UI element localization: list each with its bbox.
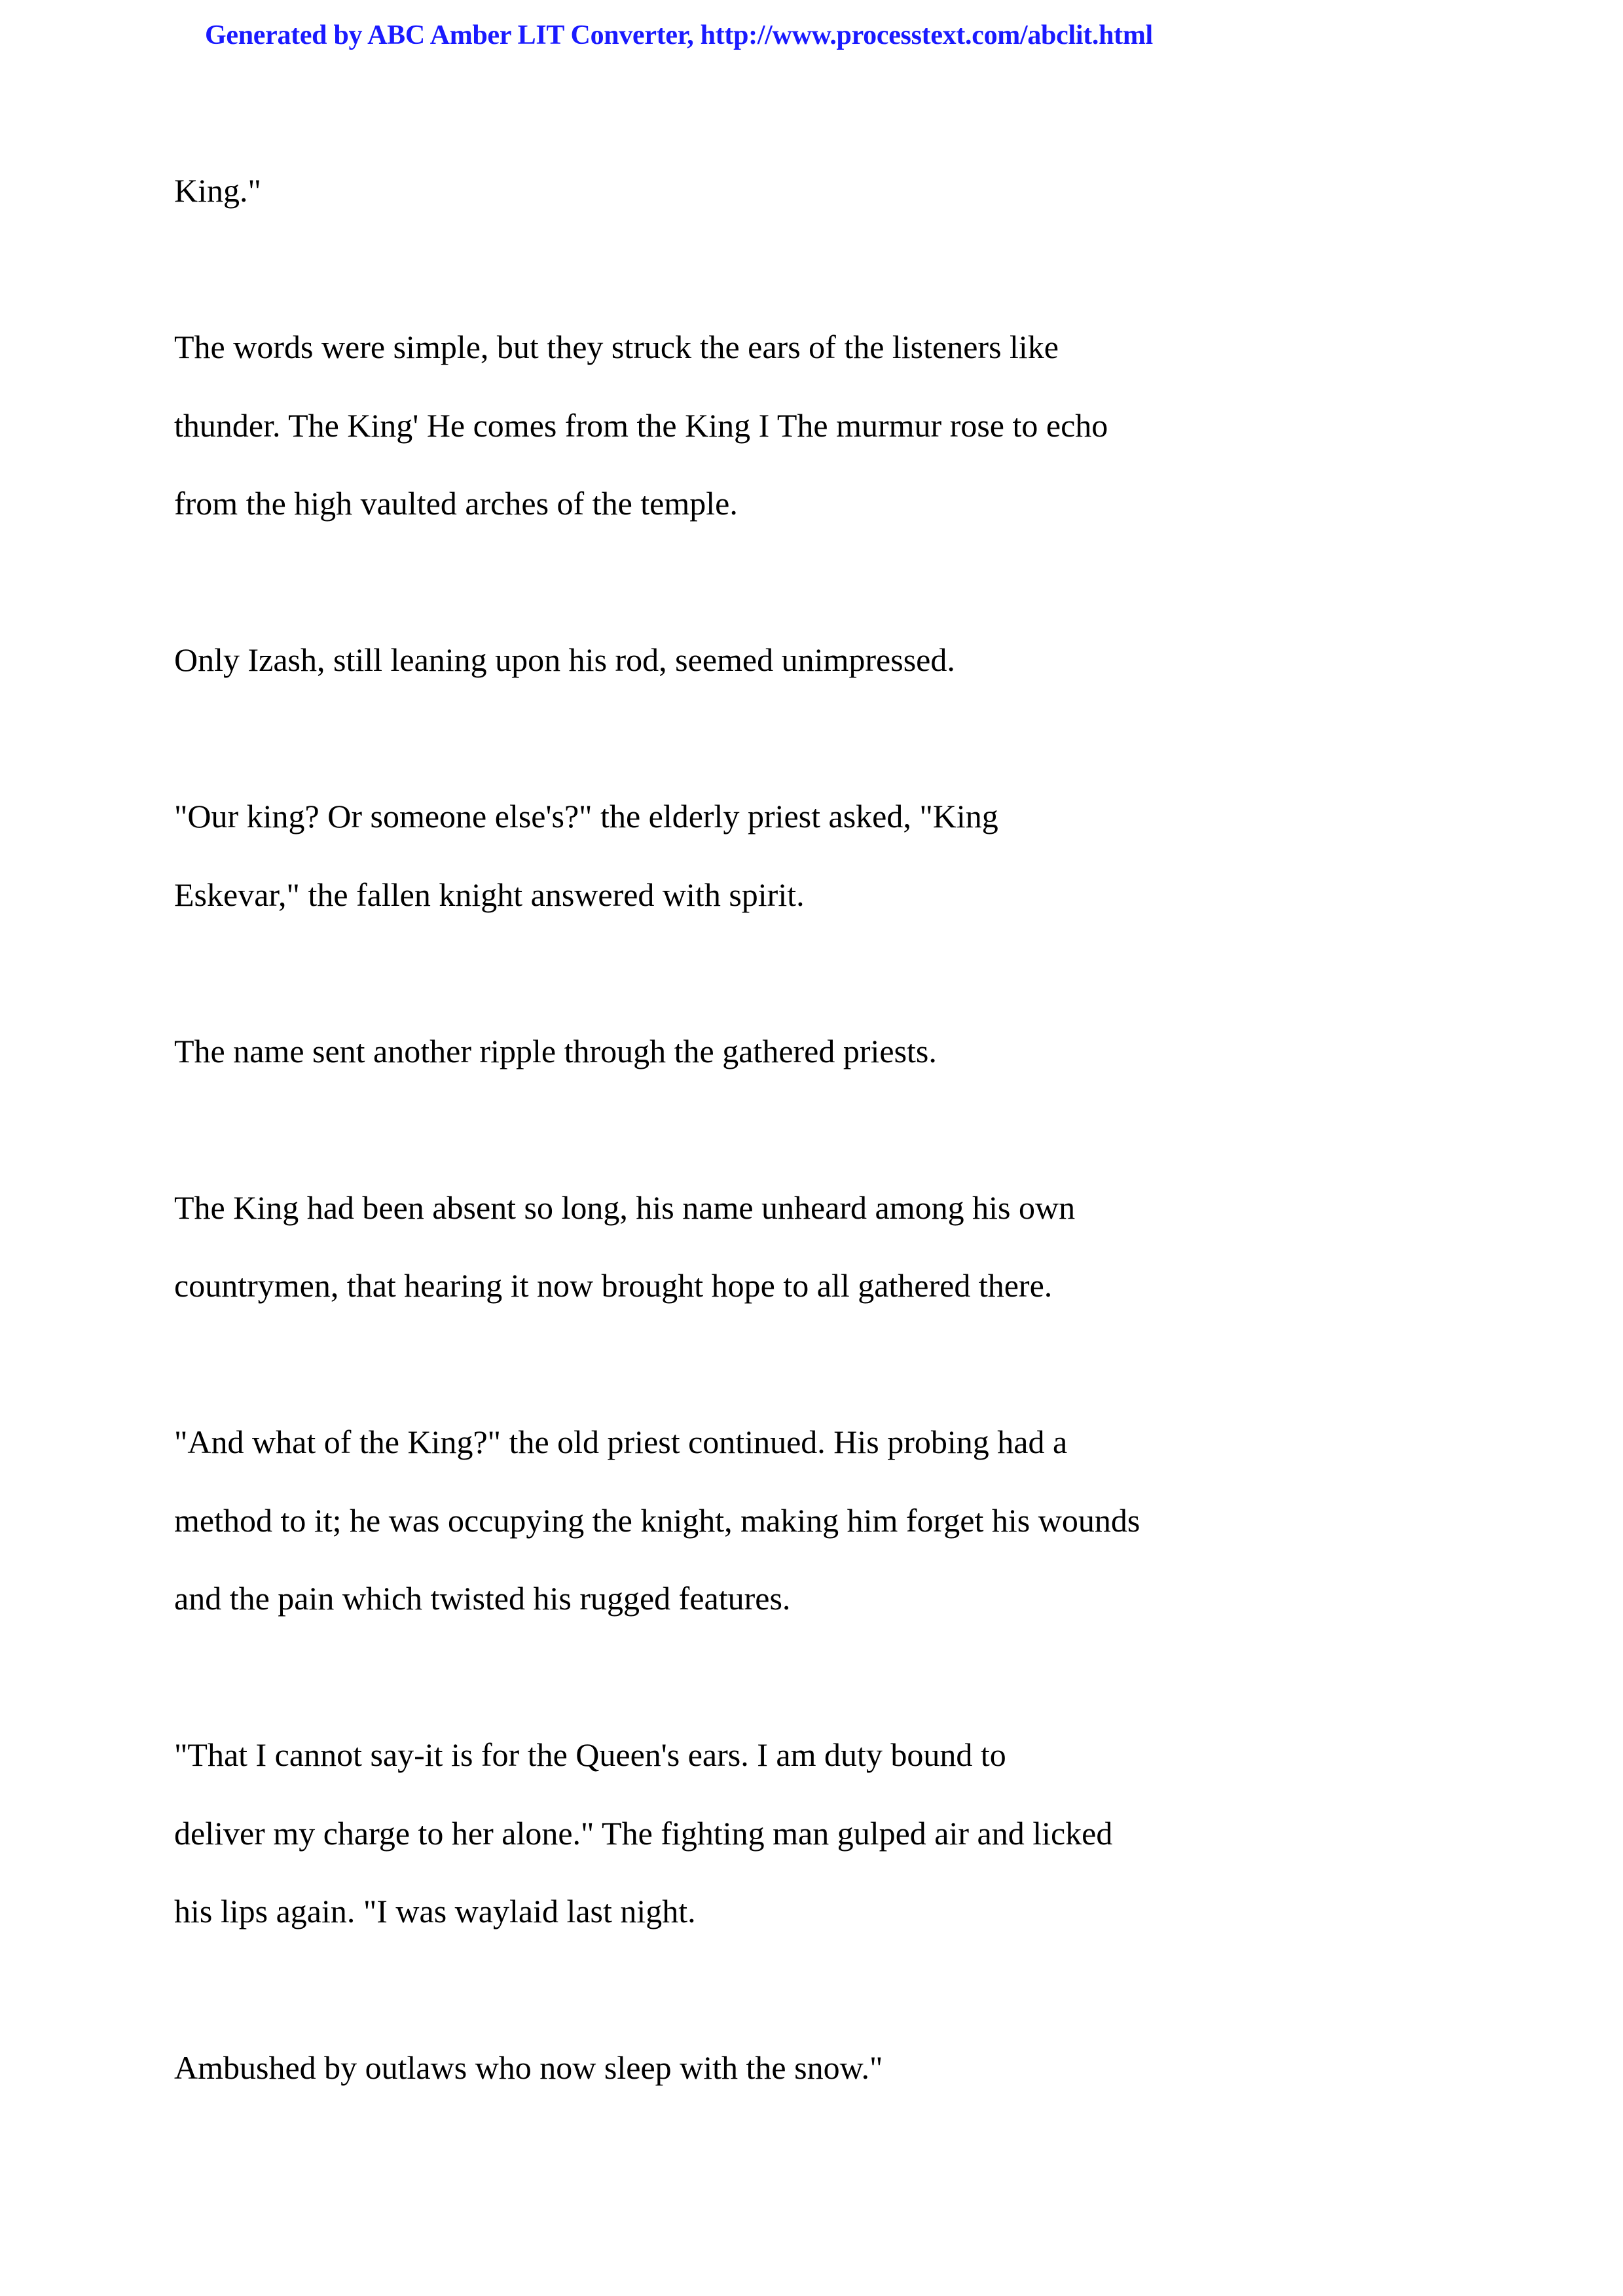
text-line: countrymen, that hearing it now brought hope to all gathered there. — [174, 1267, 1053, 1304]
paragraph — [174, 1169, 1418, 1325]
document-body — [174, 152, 1418, 2185]
text-line: and the pain which twisted his rugged features. — [174, 1580, 791, 1617]
text-line: Ambushed by outlaws who now sleep with the snow." — [174, 2049, 883, 2086]
text-line: "And what of the King?" the old priest continued. His probing had a — [174, 1424, 1068, 1460]
text-line: The words were simple, but they struck the ears of the listeners like — [174, 329, 1059, 365]
paragraph — [174, 1403, 1418, 1638]
text-line: deliver my charge to her alone." The fighting man gulped air and licked — [174, 1814, 1113, 1852]
text-line: Only Izash, still leaning upon his rod, seemed unimpressed. — [174, 641, 955, 678]
paragraph — [174, 778, 1418, 934]
paragraph — [174, 2029, 1418, 2108]
text-line: Eskevar," the fallen knight answered with spirit. — [174, 876, 805, 913]
text-line: from the high vaulted arches of the temple. — [174, 485, 738, 522]
paragraph — [174, 1716, 1418, 1951]
text-line: his lips again. "I was waylaid last night. — [174, 1893, 696, 1929]
converter-header: Generated by ABC Amber LIT Converter, http://www.processtext.com/abclit.html — [205, 20, 1153, 50]
paragraph — [174, 308, 1418, 543]
text-line: thunder. The King' He comes from the King I The murmur rose to echo — [174, 406, 1108, 444]
text-line: The name sent another ripple through the gathered priests. — [174, 1032, 937, 1069]
paragraph — [174, 1013, 1418, 1091]
text-line: "Our king? Or someone else's?" the elderly priest asked, "King — [174, 798, 998, 834]
text-line: method to it; he was occupying the knight, making him forget his wounds — [174, 1501, 1140, 1539]
text-line: The King had been absent so long, his name unheard among his own — [174, 1189, 1076, 1226]
text-line: "That I cannot say-it is for the Queen's ears. I am duty bound to — [174, 1736, 1006, 1773]
paragraph — [174, 621, 1418, 700]
text-line: King." — [174, 172, 261, 209]
paragraph — [174, 152, 1418, 230]
